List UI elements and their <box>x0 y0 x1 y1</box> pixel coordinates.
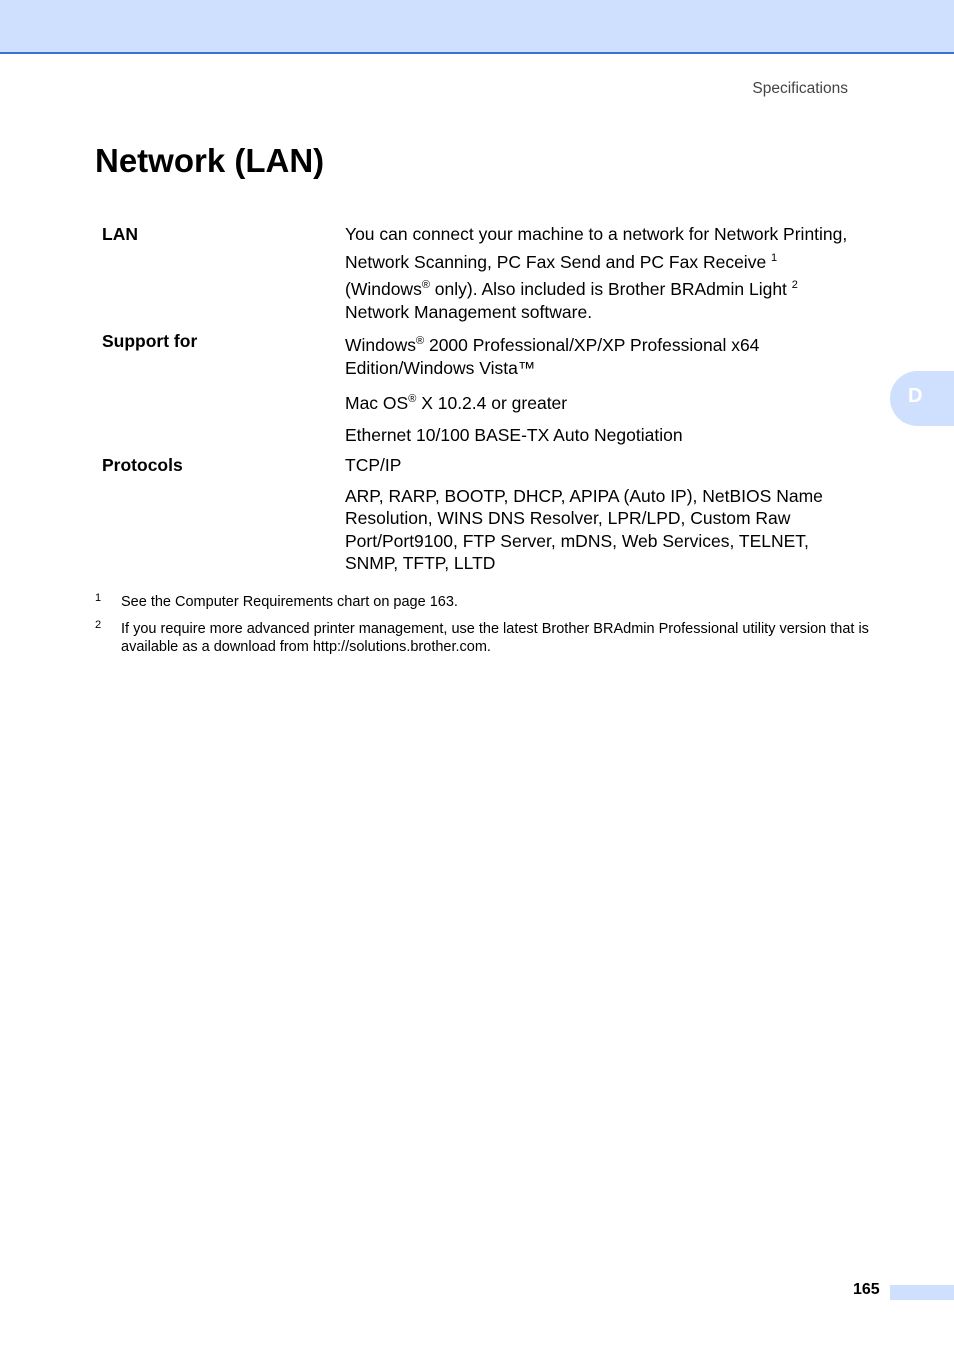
page-number-bar <box>890 1285 954 1300</box>
chapter-tab-letter: D <box>908 385 923 407</box>
spec-key-protocols: Protocols <box>102 455 183 475</box>
support-windows-line-2: Edition/Windows Vista™ <box>345 357 536 378</box>
lan-line-1: You can connect your machine to a network for Network Printing, <box>345 224 848 244</box>
support-windows-line <box>345 334 885 357</box>
protocols-line-3: Resolution, WINS DNS Resolver, LPR/LPD, Custom Raw <box>345 508 791 528</box>
support-mac-b: X 10.2.4 or greater <box>416 393 568 413</box>
header-band <box>0 0 954 54</box>
lan-line-3-a: (Windows <box>345 279 422 299</box>
protocols-line-5: SNMP, TFTP, LLTD <box>345 553 496 573</box>
spec-value-lan <box>345 223 885 323</box>
protocols-line-4: Port/Port9100, FTP Server, mDNS, Web Services, TELNET, <box>345 530 809 551</box>
footnote-text <box>121 593 891 611</box>
lan-line-3 <box>345 278 885 301</box>
footnote-line: See the Computer Requirements chart on page 163. <box>121 594 458 610</box>
spec-value-protocols <box>345 454 885 575</box>
support-mac-line <box>345 392 885 415</box>
footnote-ref-2: 2 <box>791 279 798 291</box>
page-title: Network (LAN) <box>95 142 325 179</box>
support-windows-a: Windows <box>345 335 416 355</box>
lan-line-3-b: only). Also included is Brother BRAdmin Light <box>429 279 792 299</box>
registered-mark: ® <box>416 335 425 347</box>
spec-value-support <box>345 334 885 446</box>
footnote-text <box>121 620 891 656</box>
registered-mark: ® <box>421 279 430 291</box>
spec-key-support: Support for <box>102 331 198 351</box>
spec-key-lan: LAN <box>102 224 138 244</box>
protocols-line-1: TCP/IP <box>345 455 402 475</box>
section-label: Specifications <box>752 80 848 97</box>
footnote-number: 1 <box>95 592 102 604</box>
footnote-ref-1: 1 <box>771 251 778 264</box>
footnote-line: available as a download from http://solutions.brother.com. <box>121 639 491 655</box>
footnote-number: 2 <box>95 619 102 631</box>
registered-mark: ® <box>408 393 417 405</box>
support-ethernet-line: Ethernet 10/100 BASE-TX Auto Negotiation <box>345 424 683 445</box>
protocols-line-2: ARP, RARP, BOOTP, DHCP, APIPA (Auto IP), NetBIOS Name <box>345 485 823 506</box>
support-windows-b: 2000 Professional/XP/XP Professional x64 <box>424 335 760 355</box>
chapter-tab <box>890 371 954 426</box>
lan-line-4: Network Management software. <box>345 301 593 322</box>
page-number: 165 <box>853 1281 880 1298</box>
footnote-line: If you require more advanced printer management, use the latest Brother BRAdmin Professional utility version that is <box>121 621 869 637</box>
support-mac-a: Mac OS <box>345 393 409 413</box>
lan-line-2 <box>345 251 885 274</box>
lan-line-2-text: Network Scanning, PC Fax Send and PC Fax Receive <box>345 251 772 272</box>
